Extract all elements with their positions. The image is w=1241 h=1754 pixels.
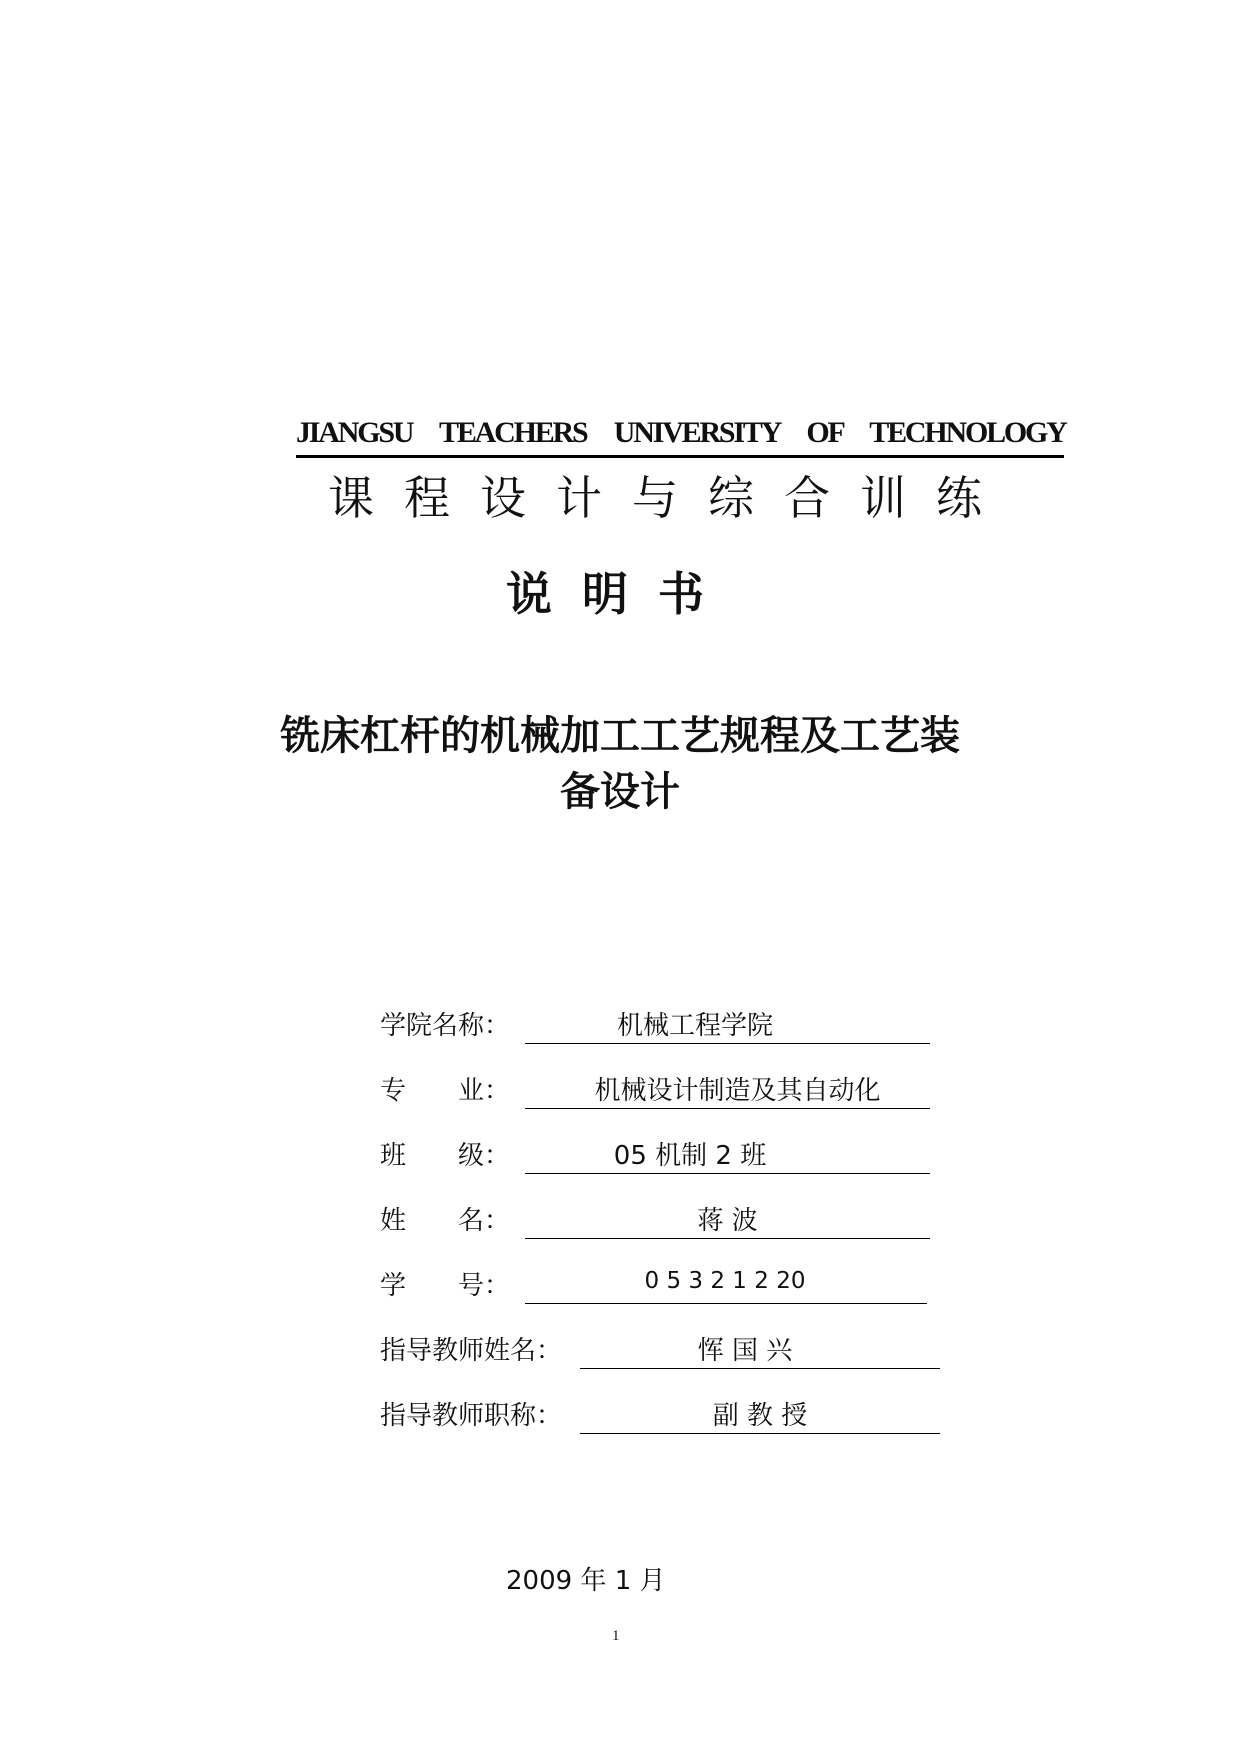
major-underline [525, 1108, 930, 1109]
major-label: 专 业： [380, 1076, 511, 1106]
header-rule [296, 455, 1064, 458]
document-title: 课程设计与综合训练 [328, 471, 1012, 525]
advisor-name-underline [580, 1368, 940, 1369]
college-value: 机械工程学院 [616, 1011, 773, 1041]
college-underline [525, 1043, 930, 1044]
student-id-underline [525, 1303, 927, 1304]
class-field [380, 1135, 940, 1175]
college-field [380, 1005, 940, 1045]
major-value: 机械设计制造及其自动化 [594, 1076, 881, 1106]
name-label: 姓 名： [380, 1206, 511, 1236]
name-value: 蒋 波 [697, 1206, 758, 1236]
student-id-value: 0 5 3 2 1 2 20 [644, 1268, 806, 1294]
major-field [380, 1070, 940, 1110]
university-name: JIANGSU TEACHERS UNIVERSITY OF TECHNOLOGY [296, 416, 1066, 449]
advisor-name-field [380, 1330, 960, 1370]
class-label: 班 级： [380, 1141, 511, 1171]
student-id-field [380, 1265, 940, 1305]
thesis-topic [220, 708, 1020, 820]
thesis-topic-line2: 备设计 [560, 769, 680, 815]
advisor-name-label: 指导教师姓名： [380, 1336, 563, 1366]
class-underline [525, 1173, 930, 1174]
student-id-label: 学 号： [380, 1271, 511, 1301]
name-underline [525, 1238, 930, 1239]
date: 2009 年 1 月 [506, 1566, 666, 1596]
advisor-title-underline [580, 1433, 940, 1434]
document-subtitle: 说明书 [506, 567, 734, 621]
advisor-title-field [380, 1395, 960, 1435]
advisor-title-label: 指导教师职称： [380, 1401, 563, 1431]
advisor-name-value: 恽 国 兴 [697, 1336, 793, 1366]
class-value: 05 机制 2 班 [613, 1141, 767, 1171]
thesis-topic-line1: 铣床杠杆的机械加工工艺规程及工艺装 [280, 713, 960, 759]
name-field [380, 1200, 940, 1240]
page-number: 1 [612, 1628, 620, 1644]
college-label: 学院名称： [380, 1011, 511, 1041]
advisor-title-value: 副 教 授 [712, 1401, 808, 1431]
